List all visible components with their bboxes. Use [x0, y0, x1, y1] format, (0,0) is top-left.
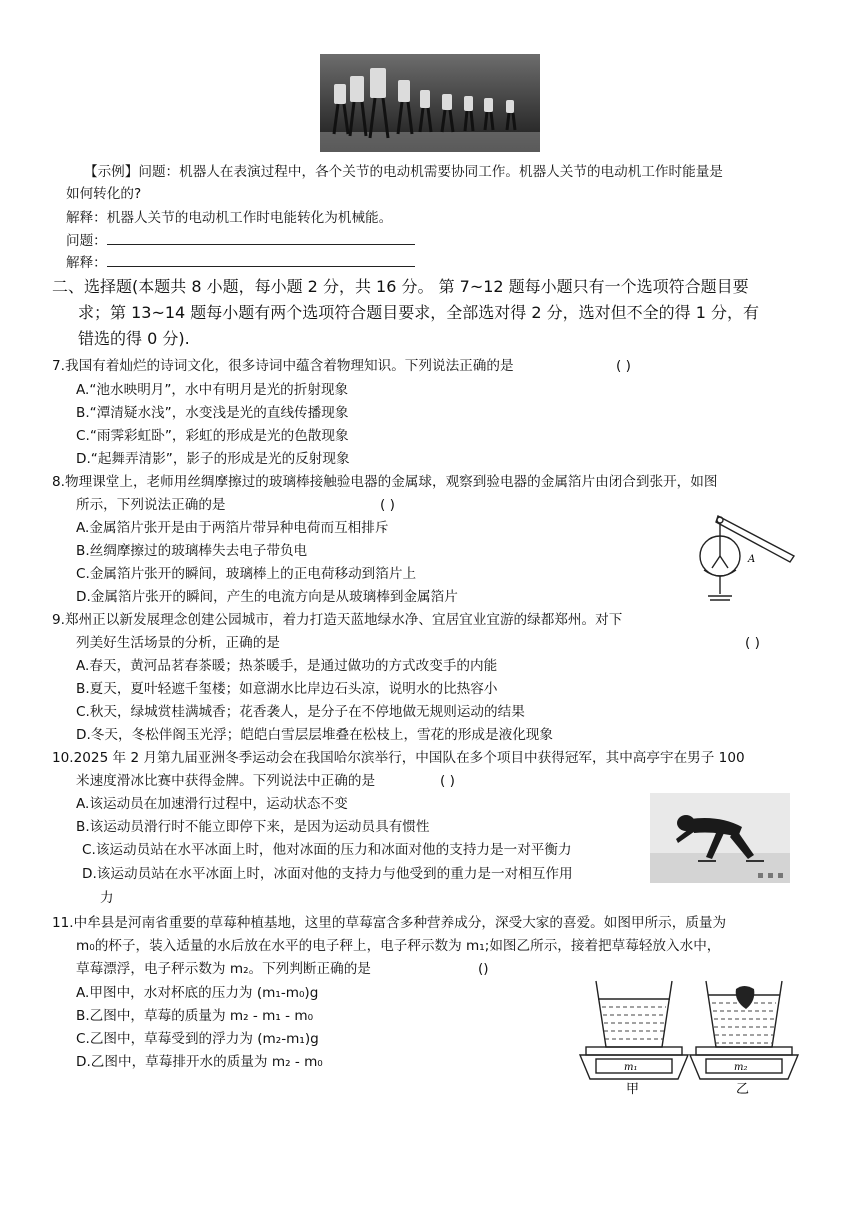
example-lead: 【示例】问题：机器人在表演过程中，各个关节的电动机需要协同工作。机器人关节的电动机工作时能量是 [84, 164, 723, 180]
figure-jia-label: 甲 [626, 1082, 640, 1097]
q11-stem-3: 草莓漂浮，电子秤示数为 m₂。下列判断正确的是 [76, 961, 371, 977]
q10-stem-2: 米速度滑冰比赛中获得金牌。下列说法中正确的是 [76, 773, 376, 789]
q9-answer-bracket[interactable]: ( ) [745, 635, 760, 651]
q7-stem: 7.我国有着灿烂的诗词文化，很多诗词中蕴含着物理知识。下列说法正确的是 [52, 358, 514, 374]
robot-dance-photo [320, 54, 540, 152]
q11-option-c[interactable]: C.乙图中，草莓受到的浮力为 (m₂-m₁)g [76, 1031, 319, 1047]
q7-answer-bracket[interactable]: ( ) [616, 358, 631, 374]
example-answer: 解释：机器人关节的电动机工作时电能转化为机械能。 [66, 210, 393, 226]
q7-option-c[interactable]: C.“雨霁彩虹卧”，彩虹的形成是光的色散现象 [76, 428, 349, 444]
q10-option-a[interactable]: A.该运动员在加速滑行过程中，运动状态不变 [76, 796, 348, 812]
q9-option-c[interactable]: C.秋天，绿城赏桂满城香；花香袭人，是分子在不停地做无规则运动的结果 [76, 704, 525, 720]
q9-option-b[interactable]: B.夏天，夏叶轻遮千玺楼；如意湖水比岸边石头凉，说明水的比热容小 [76, 681, 498, 697]
section2-line3: 错选的得 0 分). [78, 329, 190, 348]
answer-label: 解释： [66, 255, 107, 271]
q7-option-b[interactable]: B.“潭清疑水浅”，水变浅是光的直线传播现象 [76, 405, 349, 421]
section2-line1: 二、选择题(本题共 8 小题，每小题 2 分，共 16 分。 第 7~12 题每小题只有一个选项符合题目要 [52, 277, 749, 296]
q10-option-c[interactable]: C.该运动员站在水平冰面上时，他对冰面的压力和冰面对他的支持力是一对平衡力 [82, 842, 572, 858]
answer-blank[interactable] [107, 252, 415, 267]
q11-answer-bracket[interactable]: () [478, 961, 489, 977]
q9-stem-1: 9.郑州正以新发展理念创建公园城市，着力打造天蓝地绿水净、宜居宜业宜游的绿都郑州。对下 [52, 612, 623, 628]
scale-cups-figure [578, 975, 800, 1097]
q11-stem-2: m₀的杯子，装入适量的水后放在水平的电子秤上，电子秤示数为 m₁;如图乙所示，接着把草莓轻放入水中， [76, 938, 721, 954]
q8-option-b[interactable]: B.丝绸摩擦过的玻璃棒失去电子带负电 [76, 543, 308, 559]
q7-option-d[interactable]: D.“起舞弄清影”，影子的形成是光的反射现象 [76, 451, 350, 467]
q10-answer-bracket[interactable]: ( ) [440, 773, 455, 789]
rod-label: A [748, 554, 756, 565]
figure-yi-label: 乙 [736, 1082, 750, 1097]
q8-option-c[interactable]: C.金属箔片张开的瞬间，玻璃棒上的正电荷移动到箔片上 [76, 566, 417, 582]
q8-option-d[interactable]: D.金属箔片张开的瞬间，产生的电流方向是从玻璃棒到金属箔片 [76, 589, 458, 605]
q10-option-b[interactable]: B.该运动员滑行时不能立即停下来，是因为运动员具有惯性 [76, 819, 430, 835]
q8-stem-2: 所示，下列说法正确的是 [76, 497, 226, 513]
question-label: 问题： [66, 233, 107, 249]
q10-option-d-1[interactable]: D.该运动员站在水平冰面上时，冰面对他的支持力与他受到的重力是一对相互作用 [82, 866, 573, 882]
q10-stem-1: 10.2025 年 2 月第九届亚洲冬季运动会在我国哈尔滨举行，中国队在多个项目中获得冠军，其中高亭宇在男子 100 [52, 750, 745, 766]
speed-skater-photo [650, 793, 790, 883]
q11-option-d[interactable]: D.乙图中，草莓排开水的质量为 m₂ - m₀ [76, 1054, 323, 1070]
electroscope-figure [690, 512, 800, 608]
q11-stem-1: 11.中牟县是河南省重要的草莓种植基地，这里的草莓富含多种营养成分，深受大家的喜爱。如图甲所示，质量为 [52, 915, 727, 931]
q8-option-a[interactable]: A.金属箔片张开是由于两箔片带异种电荷而互相排斥 [76, 520, 389, 536]
q11-option-b[interactable]: B.乙图中，草莓的质量为 m₂ - m₁ - m₀ [76, 1008, 314, 1024]
q7-option-a[interactable]: A.“池水映明月”，水中有明月是光的折射现象 [76, 382, 349, 398]
answer-blank-row [66, 252, 415, 273]
scale-jia-reading: m₁ [624, 1062, 638, 1073]
q11-option-a[interactable]: A.甲图中，水对杯底的压力为 (m₁-m₀)g [76, 985, 319, 1001]
section2-line2: 求；第 13~14 题每小题有两个选项符合题目要求，全部选对得 2 分，选对但不全的得 1 分，有 [78, 303, 760, 322]
scale-yi-reading: m₂ [734, 1062, 748, 1073]
example-lead-2: 如何转化的? [66, 186, 142, 202]
q8-stem-1: 8.物理课堂上，老师用丝绸摩擦过的玻璃棒接触验电器的金属球，观察到验电器的金属箔片由闭合到张开，如图 [52, 474, 718, 490]
q8-answer-bracket[interactable]: ( ) [380, 497, 395, 513]
question-blank[interactable] [107, 230, 415, 245]
q9-option-a[interactable]: A.春天，黄河品茗春茶暖；热茶暖手，是通过做功的方式改变手的内能 [76, 658, 498, 674]
question-blank-row [66, 230, 415, 251]
q10-option-d-2: 力 [100, 890, 114, 906]
q9-option-d[interactable]: D.冬天，冬松伴阁玉光浮；皑皑白雪层层堆叠在松枝上，雪花的形成是液化现象 [76, 727, 553, 743]
q9-stem-2: 列美好生活场景的分析，正确的是 [76, 635, 280, 651]
